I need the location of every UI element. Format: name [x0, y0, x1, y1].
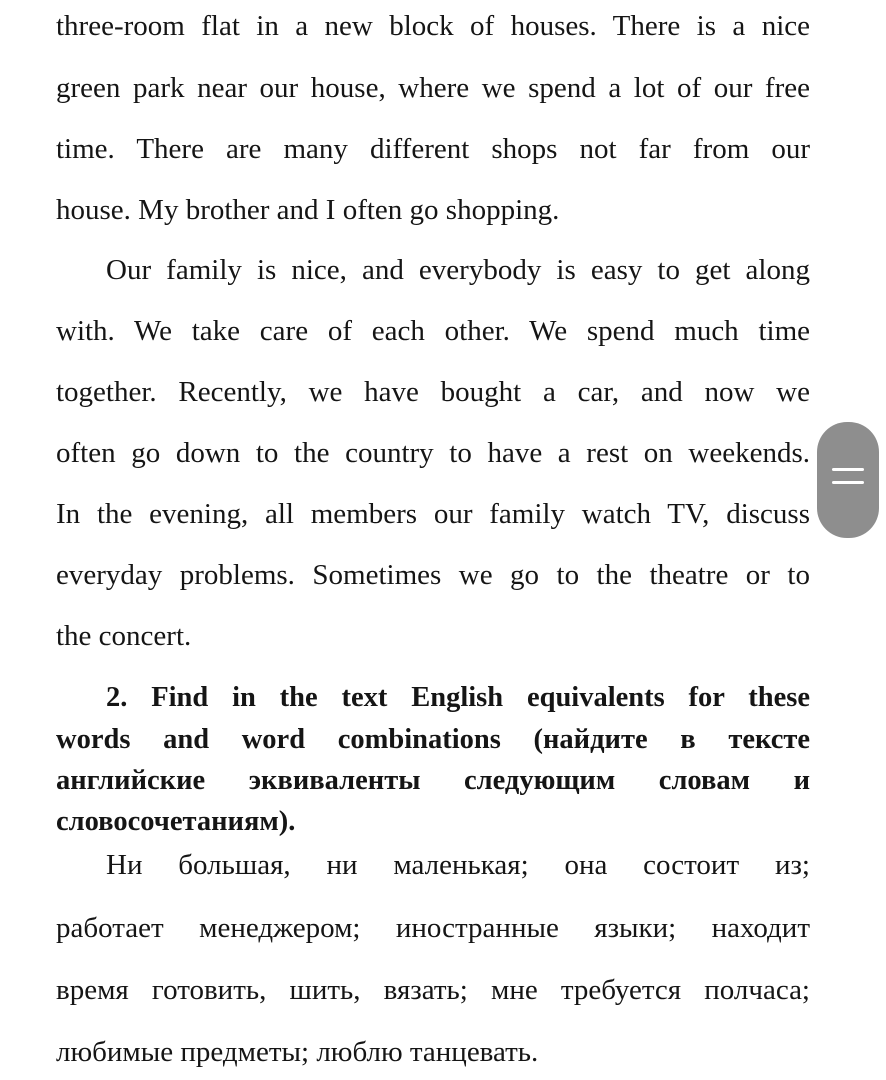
grip-lines-icon [832, 468, 864, 490]
paragraph-line: green park near our house, where we spend a lot of our free [56, 72, 810, 104]
task-body-line: Ни большая, ни маленькая; она состоит из; [106, 849, 810, 881]
task-heading-line: английские эквиваленты следующим словам и [56, 765, 810, 796]
task-body-line: работает менеджером; иностранные языки; находит [56, 912, 810, 944]
task-heading-line: words and word combinations (найдите в тексте [56, 724, 810, 755]
paragraph-line: with. We take care of each other. We spend much time [56, 315, 810, 347]
paragraph-line: time. There are many different shops not far from our [56, 133, 810, 165]
task-body-line: время готовить, шить, вязать; мне требуется полчаса; [56, 974, 810, 1006]
paragraph-line: often go down to the country to have a rest on weekends. [56, 437, 810, 469]
paragraph-line: three-room flat in a new block of houses. There is a nice [56, 10, 810, 42]
paragraph-line: Our family is nice, and everybody is easy to get along [106, 254, 810, 286]
paragraph-line: In the evening, all members our family watch TV, discuss [56, 498, 810, 530]
scroll-handle[interactable] [817, 422, 879, 538]
paragraph-line: house. My brother and I often go shopping. [56, 194, 560, 226]
paragraph-line: the concert. [56, 620, 192, 652]
paragraph-line: together. Recently, we have bought a car, and now we [56, 376, 810, 408]
task-heading-line: 2. Find in the text English equivalents for these [106, 682, 810, 713]
paragraph-line: everyday problems. Sometimes we go to the theatre or to [56, 559, 810, 591]
task-body-line: любимые предметы; люблю танцевать. [56, 1036, 539, 1068]
task-heading-line: словосочетаниям). [56, 806, 296, 837]
